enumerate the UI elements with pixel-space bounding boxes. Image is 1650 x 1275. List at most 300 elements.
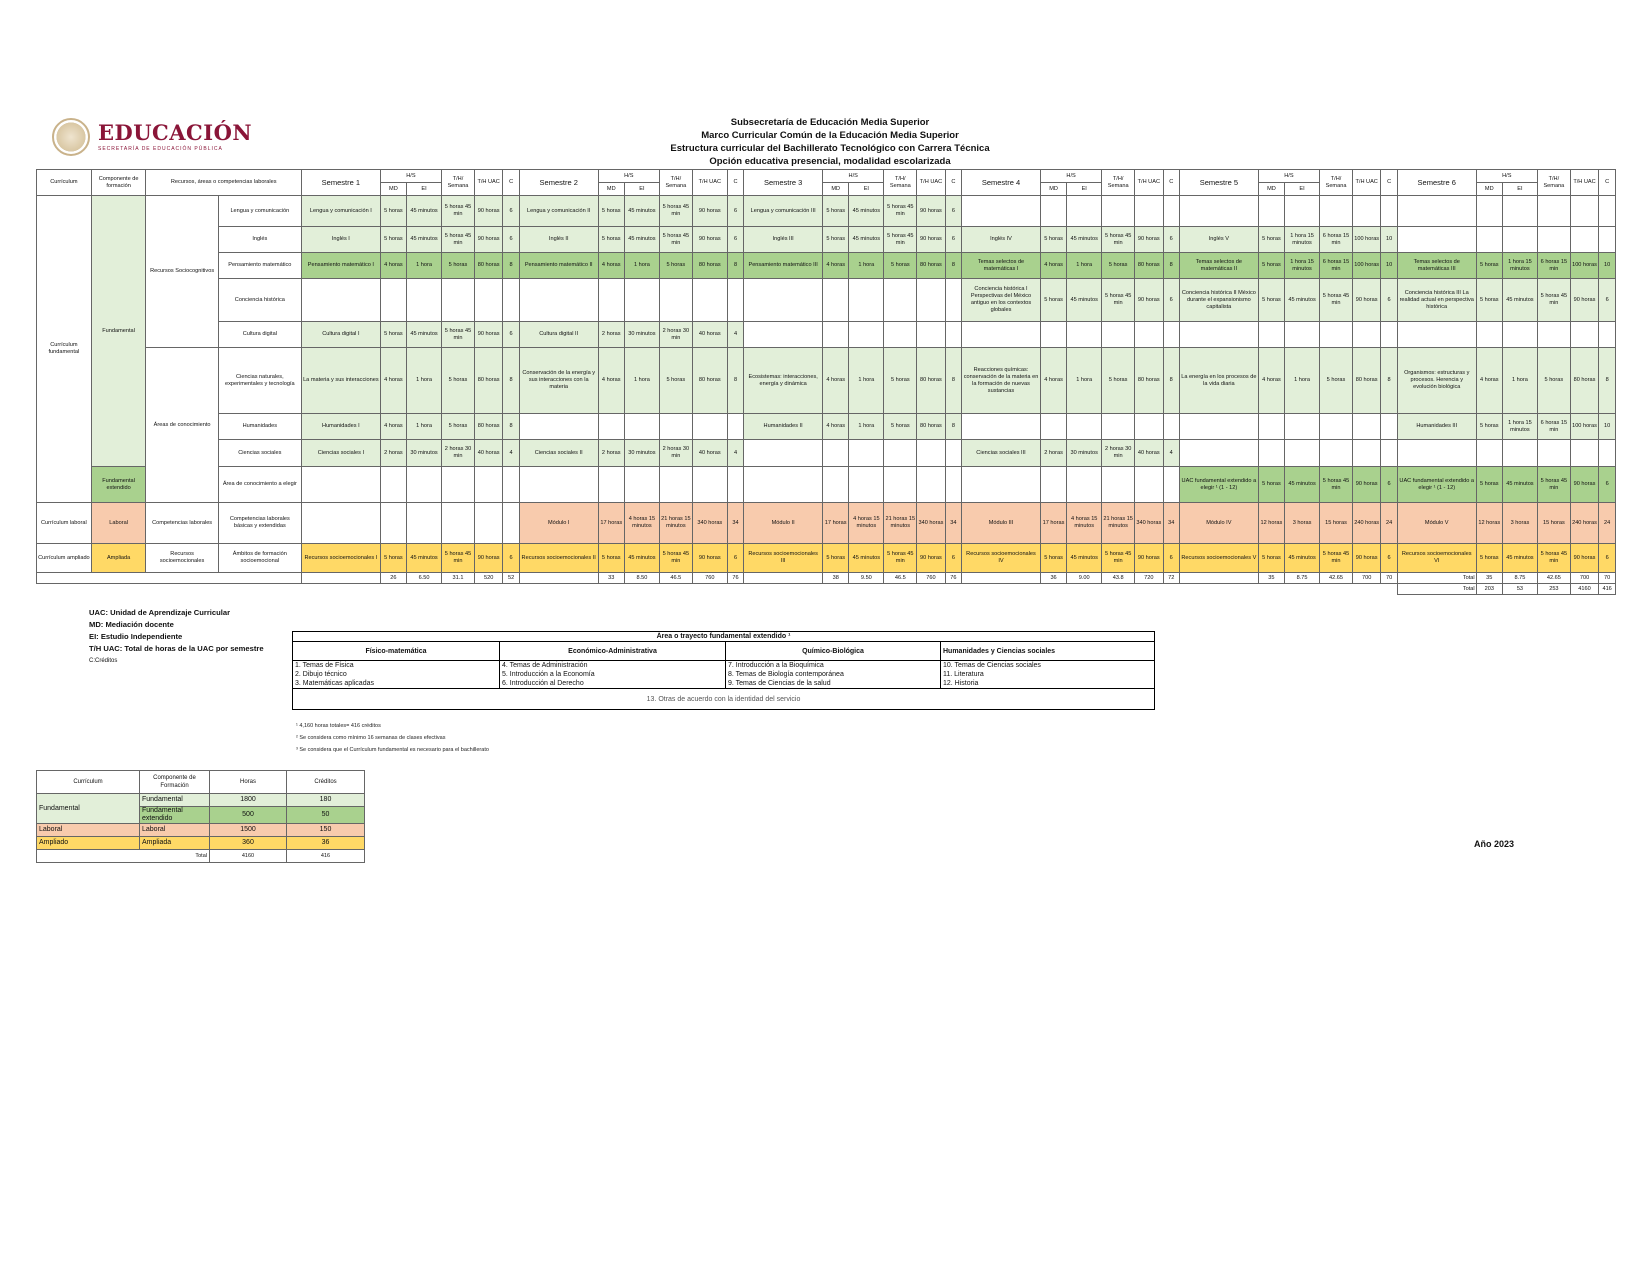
hours-uac: 40 horas [474,440,502,467]
ei-value: 45 minutos [407,196,442,227]
hours-uac: 240 horas [1352,503,1380,544]
credits: 4 [727,440,743,467]
uac-name [744,440,823,467]
hours-week: 5 horas [1537,348,1570,414]
hs-header: H/S [1258,170,1319,183]
hours-uac [1570,322,1598,348]
md-value [1476,440,1502,467]
ei-value: 45 minutos [1502,279,1537,322]
hours-week: 2 horas 30 min [1102,440,1135,467]
row-label: Área de conocimiento a elegir [218,467,301,503]
md-value: 5 horas [1476,253,1502,279]
table-row [37,253,1616,279]
ei-value: 8.50 [624,573,659,584]
hours-uac: 80 horas [1135,348,1163,414]
table-body [37,196,1616,595]
c-header: C [1381,170,1397,196]
md-value: 4 horas [823,414,849,440]
ei-value: 1 hora 15 minutos [1285,227,1320,253]
hs-header: H/S [598,170,659,183]
credits: 8 [945,348,961,414]
ei-value: 4 horas 15 minutos [1067,503,1102,544]
ts-header: T/H/ Semana [1320,170,1353,196]
hours-uac: 90 horas [1352,467,1380,503]
ei-value [1067,322,1102,348]
md-value: 35 [1258,573,1284,584]
hours-week: 21 horas 15 minutos [1102,503,1135,544]
th-header: T/H UAC [1135,170,1163,196]
ei-value [1502,196,1537,227]
uac-name [962,414,1041,440]
ei-value [849,440,884,467]
hours-week: 5 horas [1102,348,1135,414]
hours-week: 5 horas [1102,253,1135,279]
hours-uac [917,279,945,322]
credits: 6 [1599,544,1616,573]
uac-name: Inglés I [301,227,380,253]
credits: 6 [1163,279,1179,322]
total-row [37,584,1616,595]
uac-name: Conservación de la energía y sus interacciones con la materia [519,348,598,414]
summary-component: Fundamental [140,794,210,807]
logo [52,118,252,156]
hours-uac [692,414,727,440]
year-label: Año 2023 [1474,839,1515,849]
ei-value: 45 minutos [624,227,659,253]
credits: 8 [1163,348,1179,414]
uac-name: Lengua y comunicación I [301,196,380,227]
th-header: T/H UAC [1570,170,1598,196]
row-label: Ciencias sociales [218,440,301,467]
hours-uac: 90 horas [692,544,727,573]
md-value: 12 horas [1258,503,1284,544]
credits [1163,414,1179,440]
table-row [37,467,1616,503]
md-value [1040,196,1066,227]
summary-header: Créditos [287,771,365,794]
hours-uac: 90 horas [692,196,727,227]
hours-week: 2 horas 30 min [659,322,692,348]
uac-name: La energía en los procesos de la vida diaria [1179,348,1258,414]
hours-uac [917,322,945,348]
md-value: 17 horas [598,503,624,544]
uac-name [1179,414,1258,440]
c-header: C [1599,170,1616,196]
hours-week: 46.5 [659,573,692,584]
hours-uac: 80 horas [1570,348,1598,414]
uac-name: Recursos socioemocionales VI [1397,544,1476,573]
uac-name: Temas selectos de matemáticas II [1179,253,1258,279]
hours-uac: 80 horas [1352,348,1380,414]
ei-value: 45 minutos [1285,467,1320,503]
uac-name: Temas selectos de matemáticas I [962,253,1041,279]
ei-value: 1 hora 15 minutos [1285,253,1320,279]
hours-uac: 90 horas [474,322,502,348]
component-ampliada: Ampliada [91,544,146,573]
ei-value [1285,414,1320,440]
credits [503,503,519,544]
md-value [598,279,624,322]
th-header: T/H UAC [474,170,502,196]
ei-value: 9.00 [1067,573,1102,584]
uac-name: Pensamiento matemático III [744,253,823,279]
hours-uac [1135,467,1163,503]
md-value: 5 horas [823,227,849,253]
ei-value: 8.75 [1502,573,1537,584]
row-label: Ciencias naturales, experimentales y tecnología [218,348,301,414]
c-header: C [727,170,743,196]
ei-value: 6.50 [407,573,442,584]
credits: 34 [945,503,961,544]
credits: 10 [1599,253,1616,279]
legend-item: EI: Estudio Independiente [89,632,183,641]
credits: 6 [1381,467,1397,503]
credits [1599,196,1616,227]
row-label: Humanidades [218,414,301,440]
credits: 8 [1599,348,1616,414]
area-header: Químico-Biológica [726,642,941,661]
ei-value [1502,440,1537,467]
uac-name [519,279,598,322]
hs-header: H/S [1476,170,1537,183]
row-label: Lengua y comunicación [218,196,301,227]
md-value: 5 horas [1258,467,1284,503]
semester-header: Semestre 5 [1179,170,1258,196]
hours-week: 5 horas [1320,348,1353,414]
hours-uac: 40 horas [1135,440,1163,467]
uac-name [1397,322,1476,348]
ei-value [1285,196,1320,227]
hours-uac: 720 [1135,573,1163,584]
semester-header: Semestre 6 [1397,170,1476,196]
credits: 6 [945,544,961,573]
credits: 24 [1381,503,1397,544]
total-hours: 4160 [1570,584,1598,595]
footnote: ¹ 4,160 horas totales= 416 créditos [296,723,381,729]
hours-uac [1352,414,1380,440]
document-titles [560,116,1100,168]
row-label: Conciencia histórica [218,279,301,322]
hours-week [884,322,917,348]
th-header: T/H UAC [692,170,727,196]
hours-uac [474,503,502,544]
ei-value: 45 minutos [407,544,442,573]
uac-name: Lengua y comunicación II [519,196,598,227]
blank-cell [37,584,1398,595]
hours-uac [474,467,502,503]
competencias-laborales: Competencias laborales [146,503,218,544]
summary-hours: 1800 [210,794,287,807]
summary-component: Laboral [140,824,210,837]
area-header: Económico-Administrativa [500,642,726,661]
credits [1381,440,1397,467]
uac-name [1179,440,1258,467]
credits [727,279,743,322]
ei-value: 45 minutos [849,196,884,227]
credits: 10 [1381,253,1397,279]
hours-uac: 90 horas [1570,279,1598,322]
md-value [380,467,406,503]
hours-week: 6 horas 15 min [1320,227,1353,253]
uac-name: Ecosistemas: interacciones, energía y dinámica [744,348,823,414]
area-items [500,661,726,689]
hours-week: 5 horas 45 min [442,322,475,348]
area-header: Físico-matemática [293,642,500,661]
hours-uac [692,467,727,503]
uac-name: Inglés III [744,227,823,253]
hours-week: 5 horas [884,414,917,440]
ei-value: 1 hora [1067,348,1102,414]
hours-week [1537,196,1570,227]
hours-week: 5 horas 45 min [659,196,692,227]
hours-week: 5 horas [442,253,475,279]
md-value: 36 [1040,573,1066,584]
ei-header: EI [849,183,884,196]
hours-week [442,279,475,322]
hours-week: 6 horas 15 min [1537,253,1570,279]
hours-uac: 340 horas [917,503,945,544]
summary-credits: 150 [287,824,365,837]
hours-uac: 90 horas [474,544,502,573]
hours-week [884,467,917,503]
summary-total-credits: 416 [287,850,365,863]
uac-name: Organismos: estructuras y procesos. Herencia y evolución biológica [1397,348,1476,414]
hours-week [1537,322,1570,348]
area-item: 3. Matemáticas aplicadas [295,680,374,687]
md-value: 5 horas [380,196,406,227]
area-header: Humanidades y Ciencias sociales [941,642,1155,661]
curriculum-ampliado: Currículum ampliado [37,544,92,573]
ei-value: 30 minutos [407,440,442,467]
ei-value: 1 hora [849,348,884,414]
md-value [1476,227,1502,253]
hours-uac [917,440,945,467]
uac-name: UAC fundamental extendido a elegir ¹ (1 - 12) [1179,467,1258,503]
hours-uac: 80 horas [917,414,945,440]
hours-week: 5 horas 45 min [1537,467,1570,503]
hs-header: H/S [1040,170,1101,183]
uac-name: Total [1397,573,1476,584]
hours-uac [474,279,502,322]
uac-name: Humanidades III [1397,414,1476,440]
uac-name [744,573,823,584]
ei-header: EI [1067,183,1102,196]
hours-week: 5 horas 45 min [1537,279,1570,322]
md-value [823,279,849,322]
hours-uac: 80 horas [1135,253,1163,279]
uac-name [519,414,598,440]
hours-uac: 90 horas [1135,544,1163,573]
hours-week [442,503,475,544]
ei-value: 3 horas [1285,503,1320,544]
area-item: 12. Historia [943,680,979,687]
hours-week: 5 horas 45 min [659,227,692,253]
summary-total-label: Total [37,850,210,863]
ei-value: 45 minutos [849,227,884,253]
area-item: 11. Literatura [943,671,984,678]
md-header: MD [823,183,849,196]
md-header: MD [380,183,406,196]
semester-header: Semestre 1 [301,170,380,196]
hours-week: 43.8 [1102,573,1135,584]
md-value [823,322,849,348]
hours-week [659,414,692,440]
component-fundamental: Fundamental [91,196,146,467]
uac-name [519,573,598,584]
area-item: 8. Temas de Biología contemporánea [728,671,844,678]
hours-week [1102,196,1135,227]
credits: 70 [1381,573,1397,584]
md-value [1476,196,1502,227]
hours-uac [1570,440,1598,467]
summary-hours: 500 [210,807,287,824]
hours-week: 46.5 [884,573,917,584]
hours-week [1320,196,1353,227]
ts-header: T/H/ Semana [442,170,475,196]
ei-header: EI [1285,183,1320,196]
credits [1163,196,1179,227]
c-header: C [945,170,961,196]
credits: 6 [1599,467,1616,503]
row-label: Ámbitos de formación socioemocional [218,544,301,573]
row-label: Inglés [218,227,301,253]
hours-uac: 700 [1352,573,1380,584]
ei-value [1067,196,1102,227]
credits: 4 [727,322,743,348]
hours-week [1320,440,1353,467]
uac-name: Cultura digital II [519,322,598,348]
md-value: 2 horas [1040,440,1066,467]
ei-value [1067,467,1102,503]
ei-value: 45 minutos [624,196,659,227]
total-md: 203 [1476,584,1502,595]
credits: 6 [727,227,743,253]
hours-week: 6 horas 15 min [1320,253,1353,279]
credits [503,279,519,322]
md-value: 4 horas [823,253,849,279]
md-value: 5 horas [1258,279,1284,322]
area-items [941,661,1155,689]
credits [727,414,743,440]
hours-week: 5 horas 45 min [1102,544,1135,573]
md-header: MD [1040,183,1066,196]
ei-header: EI [407,183,442,196]
ts-header: T/H/ Semana [1102,170,1135,196]
area-item: 4. Temas de Administración [502,662,588,669]
hours-uac: 90 horas [917,227,945,253]
hours-week: 5 horas [884,253,917,279]
credits [1163,322,1179,348]
hours-uac [1135,322,1163,348]
title-line: Estructura curricular del Bachillerato Tecnológico con Carrera Técnica [670,143,990,154]
uac-name: Humanidades I [301,414,380,440]
uac-name [744,467,823,503]
ei-value: 45 minutos [407,322,442,348]
ei-value [1285,322,1320,348]
footnote: ² Se considera como mínimo 16 semanas de clases efectivas [296,735,446,741]
hours-uac: 90 horas [1352,544,1380,573]
table-row [37,322,1616,348]
hours-week: 5 horas 45 min [884,196,917,227]
ei-value [849,279,884,322]
md-value [598,414,624,440]
seal-icon [52,118,90,156]
uac-name [301,467,380,503]
ei-value: 45 minutos [1067,279,1102,322]
credits: 76 [727,573,743,584]
credits: 10 [1381,227,1397,253]
ei-header: EI [1502,183,1537,196]
hours-week: 15 horas [1320,503,1353,544]
ei-value [407,279,442,322]
component-extended: Fundamental extendido [91,467,146,503]
credits [1599,322,1616,348]
ei-value: 8.75 [1285,573,1320,584]
summary-credits: 50 [287,807,365,824]
uac-name [1397,196,1476,227]
header-componente: Componente de formación [91,170,146,196]
hours-uac: 90 horas [917,196,945,227]
hours-week: 5 horas [659,253,692,279]
semester-header: Semestre 2 [519,170,598,196]
credits [945,322,961,348]
hours-week: 5 horas 45 min [884,544,917,573]
ei-value: 1 hora [849,414,884,440]
credits: 6 [727,196,743,227]
hours-uac [1135,196,1163,227]
md-value [380,503,406,544]
summary-credits: 36 [287,837,365,850]
hours-week [442,467,475,503]
md-value: 4 horas [598,348,624,414]
uac-name: Módulo I [519,503,598,544]
uac-name [962,573,1041,584]
hours-uac: 700 [1570,573,1598,584]
credits [945,279,961,322]
credits: 8 [1163,253,1179,279]
hours-week: 21 horas 15 minutos [659,503,692,544]
md-value: 5 horas [1040,227,1066,253]
hours-uac: 90 horas [474,227,502,253]
uac-name [301,279,380,322]
credits: 6 [503,544,519,573]
md-value: 5 horas [1040,544,1066,573]
uac-name [301,573,380,584]
md-value: 4 horas [1476,348,1502,414]
uac-name: Recursos socioemocionales V [1179,544,1258,573]
hours-week [1537,227,1570,253]
md-header: MD [598,183,624,196]
credits: 8 [503,414,519,440]
th-header: T/H UAC [917,170,945,196]
area-item: 6. Introducción al Derecho [502,680,584,687]
ei-value [624,467,659,503]
legend-item: T/H UAC: Total de horas de la UAC por semestre [89,644,264,653]
uac-name: Ciencias sociales III [962,440,1041,467]
hours-week: 5 horas [442,348,475,414]
ei-value: 45 minutos [1285,544,1320,573]
hours-week: 5 horas 45 min [442,196,475,227]
table-row [37,414,1616,440]
hours-week [659,279,692,322]
table-row [37,503,1616,544]
hours-uac [1352,440,1380,467]
hours-week: 5 horas 45 min [1320,544,1353,573]
credits: 6 [727,544,743,573]
md-value: 33 [598,573,624,584]
hours-week: 5 horas 45 min [1102,227,1135,253]
hours-week [1537,440,1570,467]
